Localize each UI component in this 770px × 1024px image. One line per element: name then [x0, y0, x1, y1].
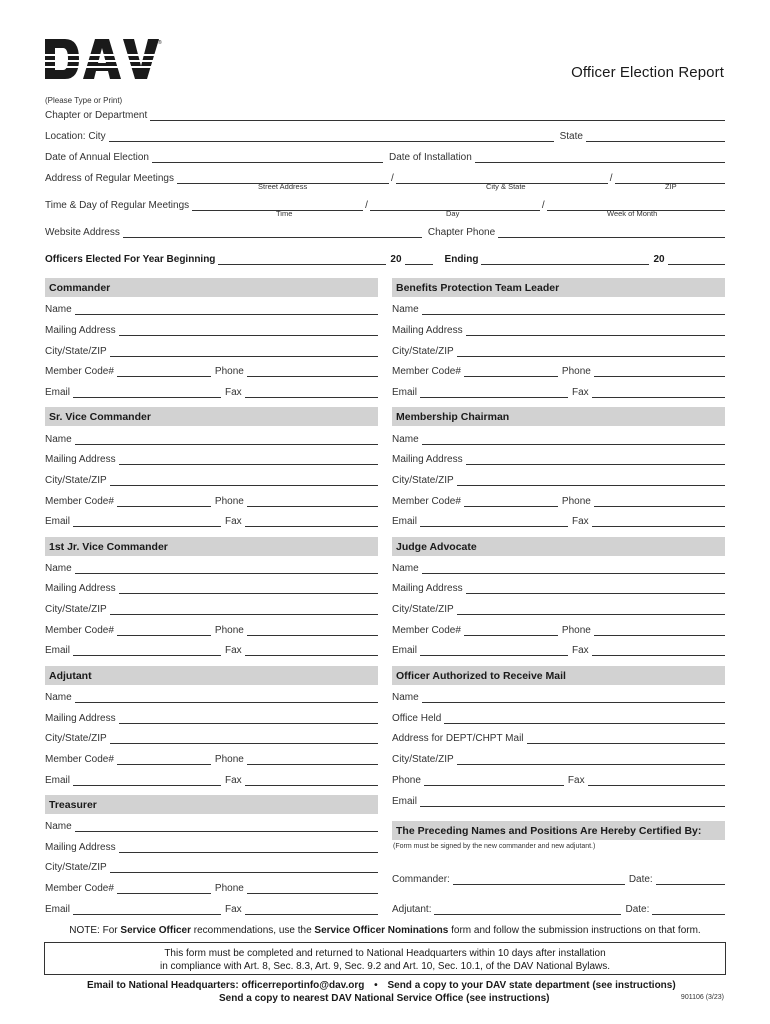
sr-vice-name-row: [45, 431, 378, 445]
mailing-label: Mailing Address: [392, 454, 463, 465]
adjutant-fax-field[interactable]: [245, 775, 378, 786]
treasurer-code-field[interactable]: [117, 883, 211, 894]
city-state-zip-label: City/State/ZIP: [392, 475, 454, 486]
date-label: Date:: [625, 904, 650, 915]
section-commander: Commander: [45, 278, 378, 297]
phone-label: Phone: [214, 883, 244, 894]
meeting-address-label: Address of Regular Meetings: [45, 173, 174, 184]
term-row: [45, 251, 725, 265]
benefits-mailing-row: [392, 322, 725, 336]
commander-city-row: [45, 343, 378, 357]
membership-email-field[interactable]: [420, 516, 568, 527]
zip-sublabel: ZIP: [665, 182, 677, 191]
commander-name-row: [45, 301, 378, 315]
mail-officer-fax-field[interactable]: [588, 775, 725, 786]
email-hq-text: Email to National Headquarters: officerreportinfo@dav.org: [87, 980, 365, 991]
chapter-field[interactable]: [150, 110, 725, 121]
chapter-phone-field[interactable]: [498, 227, 725, 238]
year-beginning-label: Officers Elected For Year Beginning: [45, 254, 216, 265]
benefits-name-row: [392, 301, 725, 315]
fax-label: Fax: [225, 387, 242, 398]
installation-label: Date of Installation: [388, 152, 472, 163]
jr-vice-name-row: [45, 560, 378, 574]
sr-vice-mailing-field[interactable]: [119, 454, 378, 465]
fax-label: Fax: [572, 645, 589, 656]
sr-vice-fax-field[interactable]: [245, 516, 378, 527]
bullet: •: [374, 980, 378, 991]
benefits-email-row: [392, 384, 725, 398]
benefits-email-field[interactable]: [420, 387, 568, 398]
city-state-zip-label: City/State/ZIP: [392, 346, 454, 357]
judge-mailing-row: [392, 580, 725, 594]
chapter-row: [45, 107, 725, 121]
annual-election-field[interactable]: [152, 152, 383, 163]
year-beginning-field[interactable]: [218, 254, 386, 265]
sr-vice-email-row: [45, 513, 378, 527]
certification-heading: The Preceding Names and Positions Are Hereby Certified By:: [392, 821, 725, 840]
footer-email-hq: [87, 980, 676, 991]
benefits-phone-field[interactable]: [594, 366, 725, 377]
email-label: Email: [392, 796, 418, 807]
phone-label: Phone: [392, 775, 421, 786]
treasurer-email-row: [45, 901, 378, 915]
benefits-code-field[interactable]: [464, 366, 558, 377]
membership-phone-field[interactable]: [594, 496, 725, 507]
website-field[interactable]: [123, 227, 422, 238]
judge-mailing-field[interactable]: [466, 583, 725, 594]
service-officer-note: [45, 925, 725, 936]
phone-label: Phone: [214, 754, 244, 765]
compliance-line-1: This form must be completed and returned to National Headquarters within 10 days after installation: [164, 948, 606, 959]
email-label: Email: [45, 645, 71, 656]
adjutant-email-row: [45, 772, 378, 786]
benefits-name-field[interactable]: [422, 304, 725, 315]
judge-code-field[interactable]: [464, 625, 558, 636]
mail-officer-name-field[interactable]: [422, 692, 725, 703]
jr-vice-mailing-row: [45, 580, 378, 594]
adjutant-city-row: [45, 730, 378, 744]
svg-text:®: ®: [158, 40, 162, 46]
commander-mailing-field[interactable]: [119, 325, 378, 336]
membership-mailing-field[interactable]: [466, 454, 725, 465]
mailing-label: Mailing Address: [392, 583, 463, 594]
jr-vice-city-row: [45, 601, 378, 615]
name-label: Name: [392, 692, 419, 703]
judge-phone-field[interactable]: [594, 625, 725, 636]
membership-city-row: [392, 472, 725, 486]
note-nominations: Service Officer Nominations: [314, 925, 449, 936]
sr-vice-email-field[interactable]: [73, 516, 221, 527]
note-service-officer: Service Officer: [120, 925, 192, 936]
jr-vice-code-field[interactable]: [117, 625, 211, 636]
section-authorized-mail: Officer Authorized to Receive Mail: [392, 666, 725, 685]
sr-vice-code-field[interactable]: [117, 496, 211, 507]
compliance-box: [44, 942, 726, 975]
city-state-sublabel: City & State: [486, 182, 526, 191]
email-label: Email: [392, 387, 418, 398]
website-label: Website Address: [45, 227, 120, 238]
name-label: Name: [45, 304, 72, 315]
form-number: 901106 (3/23): [680, 994, 724, 1001]
state-field[interactable]: [586, 131, 725, 142]
membership-name-field[interactable]: [422, 434, 725, 445]
ending-field[interactable]: [481, 254, 649, 265]
dav-logo: [43, 36, 163, 82]
instruction-text: (Please Type or Print): [45, 96, 123, 105]
jr-vice-name-field[interactable]: [75, 563, 378, 574]
membership-mailing-row: [392, 451, 725, 465]
city-state-zip-label: City/State/ZIP: [45, 346, 107, 357]
treasurer-name-field[interactable]: [75, 821, 378, 832]
email-label: Email: [45, 775, 71, 786]
ending-suffix-field[interactable]: [668, 254, 725, 265]
treasurer-mailing-row: [45, 839, 378, 853]
section-judge-advocate: Judge Advocate: [392, 537, 725, 556]
member-code-label: Member Code#: [45, 625, 114, 636]
treasurer-phone-field[interactable]: [247, 883, 378, 894]
commander-name-field[interactable]: [75, 304, 378, 315]
fax-label: Fax: [572, 387, 589, 398]
installation-field[interactable]: [475, 152, 725, 163]
benefits-city-row: [392, 343, 725, 357]
dept-address-row: [392, 730, 725, 744]
office-held-field[interactable]: [444, 713, 725, 724]
year-prefix-2: 20: [653, 254, 665, 265]
fax-label: Fax: [567, 775, 585, 786]
email-label: Email: [45, 516, 71, 527]
name-label: Name: [45, 821, 72, 832]
jr-vice-city-field[interactable]: [110, 604, 378, 615]
phone-label: Phone: [561, 366, 591, 377]
mailing-label: Mailing Address: [45, 325, 116, 336]
commander-phone-field[interactable]: [247, 366, 378, 377]
sr-vice-phone-field[interactable]: [247, 496, 378, 507]
member-code-label: Member Code#: [392, 496, 461, 507]
commander-code-row: [45, 363, 378, 377]
mail-officer-city-field[interactable]: [457, 754, 725, 765]
commander-city-field[interactable]: [110, 346, 378, 357]
judge-name-field[interactable]: [422, 563, 725, 574]
city-state-zip-label: City/State/ZIP: [45, 862, 107, 873]
fax-label: Fax: [225, 645, 242, 656]
judge-email-row: [392, 642, 725, 656]
treasurer-email-field[interactable]: [73, 904, 221, 915]
mailing-label: Mailing Address: [392, 325, 463, 336]
certification-note: (Form must be signed by the new commander and new adjutant.): [393, 843, 596, 850]
jr-vice-mailing-field[interactable]: [119, 583, 378, 594]
adjutant-phone-field[interactable]: [247, 754, 378, 765]
office-held-label: Office Held: [392, 713, 442, 724]
commander-signature-row: [392, 871, 725, 885]
treasurer-code-row: [45, 880, 378, 894]
name-label: Name: [45, 434, 72, 445]
name-label: Name: [392, 304, 419, 315]
membership-email-row: [392, 513, 725, 527]
ending-label: Ending: [444, 254, 479, 265]
street-address-sublabel: Street Address: [258, 182, 308, 191]
city-state-zip-label: City/State/ZIP: [45, 604, 107, 615]
treasurer-city-row: [45, 859, 378, 873]
membership-code-field[interactable]: [464, 496, 558, 507]
adjutant-name-field[interactable]: [75, 692, 378, 703]
jr-vice-fax-field[interactable]: [245, 645, 378, 656]
phone-label: Phone: [214, 496, 244, 507]
day-sublabel: Day: [446, 209, 460, 218]
member-code-label: Member Code#: [45, 883, 114, 894]
section-membership-chairman: Membership Chairman: [392, 407, 725, 426]
section-sr-vice-commander: Sr. Vice Commander: [45, 407, 378, 426]
adjutant-mailing-row: [45, 710, 378, 724]
benefits-fax-field[interactable]: [592, 387, 725, 398]
mailing-label: Mailing Address: [45, 713, 116, 724]
mail-officer-phone-field[interactable]: [424, 775, 564, 786]
judge-fax-field[interactable]: [592, 645, 725, 656]
benefits-code-row: [392, 363, 725, 377]
fax-label: Fax: [225, 904, 242, 915]
mail-officer-phone-row: [392, 772, 725, 786]
judge-name-row: [392, 560, 725, 574]
dates-row: [45, 149, 725, 163]
chapter-label: Chapter or Department: [45, 110, 148, 121]
dept-address-field[interactable]: [527, 733, 725, 744]
member-code-label: Member Code#: [45, 496, 114, 507]
section-treasurer: Treasurer: [45, 795, 378, 814]
annual-election-label: Date of Annual Election: [45, 152, 149, 163]
mail-officer-email-row: [392, 793, 725, 807]
commander-signature-label: Commander:: [392, 874, 450, 885]
commander-fax-field[interactable]: [245, 387, 378, 398]
note-prefix: NOTE: For: [69, 925, 121, 936]
membership-fax-field[interactable]: [592, 516, 725, 527]
week-sublabel: Week of Month: [607, 209, 658, 218]
year-prefix-1: 20: [390, 254, 402, 265]
commander-code-field[interactable]: [117, 366, 211, 377]
jr-vice-email-field[interactable]: [73, 645, 221, 656]
name-label: Name: [45, 692, 72, 703]
chapter-phone-label: Chapter Phone: [427, 227, 496, 238]
phone-label: Phone: [561, 496, 591, 507]
treasurer-name-row: [45, 818, 378, 832]
phone-label: Phone: [214, 625, 244, 636]
compliance-line-2: in compliance with Art. 8, Sec. 8.3, Art. 9, Sec. 9.2 and Art. 10, Sec. 10.1, of the DAV National Bylaws.: [159, 961, 611, 972]
mailing-label: Mailing Address: [45, 842, 116, 853]
adjutant-signature-label: Adjutant:: [392, 904, 432, 915]
city-state-zip-label: City/State/ZIP: [392, 754, 454, 765]
mailing-label: Mailing Address: [45, 454, 116, 465]
membership-city-field[interactable]: [457, 475, 725, 486]
member-code-label: Member Code#: [392, 625, 461, 636]
adjutant-code-row: [45, 751, 378, 765]
member-code-label: Member Code#: [45, 366, 114, 377]
fax-label: Fax: [572, 516, 589, 527]
sr-vice-name-field[interactable]: [75, 434, 378, 445]
treasurer-fax-field[interactable]: [245, 904, 378, 915]
benefits-city-field[interactable]: [457, 346, 725, 357]
adjutant-signature-field[interactable]: [434, 904, 621, 915]
mail-officer-city-row: [392, 751, 725, 765]
dept-address-label: Address for DEPT/CHPT Mail: [392, 733, 524, 744]
city-state-zip-label: City/State/ZIP: [392, 604, 454, 615]
sr-vice-city-row: [45, 472, 378, 486]
name-label: Name: [392, 563, 419, 574]
fax-label: Fax: [225, 516, 242, 527]
commander-email-field[interactable]: [73, 387, 221, 398]
city-state-zip-label: City/State/ZIP: [45, 475, 107, 486]
email-label: Email: [45, 904, 71, 915]
date-label: Date:: [628, 874, 653, 885]
phone-label: Phone: [561, 625, 591, 636]
page-title: Officer Election Report: [571, 64, 724, 81]
adjutant-name-row: [45, 689, 378, 703]
treasurer-mailing-field[interactable]: [119, 842, 378, 853]
jr-vice-email-row: [45, 642, 378, 656]
website-row: [45, 224, 725, 238]
adjutant-date-field[interactable]: [652, 904, 725, 915]
time-sublabel: Time: [276, 209, 293, 218]
city-field[interactable]: [109, 131, 554, 142]
section-adjutant: Adjutant: [45, 666, 378, 685]
sr-vice-mailing-row: [45, 451, 378, 465]
note-suffix: form and follow the submission instructions on that form.: [448, 925, 701, 936]
email-label: Email: [392, 645, 418, 656]
year-beginning-suffix-field[interactable]: [405, 254, 433, 265]
name-label: Name: [45, 563, 72, 574]
adjutant-email-field[interactable]: [73, 775, 221, 786]
mail-officer-name-row: [392, 689, 725, 703]
member-code-label: Member Code#: [45, 754, 114, 765]
judge-code-row: [392, 622, 725, 636]
adjutant-code-field[interactable]: [117, 754, 211, 765]
commander-mailing-row: [45, 322, 378, 336]
fax-label: Fax: [225, 775, 242, 786]
judge-email-field[interactable]: [420, 645, 568, 656]
location-row: [45, 128, 725, 142]
mail-officer-email-field[interactable]: [420, 796, 725, 807]
benefits-mailing-field[interactable]: [466, 325, 725, 336]
commander-email-row: [45, 384, 378, 398]
adjutant-mailing-field[interactable]: [119, 713, 378, 724]
city-state-zip-label: City/State/ZIP: [45, 733, 107, 744]
email-label: Email: [392, 516, 418, 527]
judge-city-row: [392, 601, 725, 615]
section-benefits-protection: Benefits Protection Team Leader: [392, 278, 725, 297]
phone-label: Phone: [214, 366, 244, 377]
adjutant-signature-row: [392, 901, 725, 915]
commander-date-field[interactable]: [656, 874, 725, 885]
state-label: State: [559, 131, 583, 142]
treasurer-city-field[interactable]: [110, 862, 378, 873]
sr-vice-city-field[interactable]: [110, 475, 378, 486]
note-middle: recommendations, use the: [191, 925, 315, 936]
name-label: Name: [392, 434, 419, 445]
section-jr-vice-commander: 1st Jr. Vice Commander: [45, 537, 378, 556]
state-dept-text: Send a copy to your DAV state department (see instructions): [387, 980, 676, 991]
judge-city-field[interactable]: [457, 604, 725, 615]
meeting-address-row: Address of Regular Meetings / /: [45, 170, 725, 184]
member-code-label: Member Code#: [392, 366, 461, 377]
membership-name-row: [392, 431, 725, 445]
email-label: Email: [45, 387, 71, 398]
commander-signature-field[interactable]: [453, 874, 625, 885]
sr-vice-code-row: [45, 493, 378, 507]
jr-vice-phone-field[interactable]: [247, 625, 378, 636]
city-label: Location: City: [45, 131, 106, 142]
footer-nso: Send a copy to nearest DAV National Service Office (see instructions): [219, 993, 550, 1004]
office-held-row: [392, 710, 725, 724]
adjutant-city-field[interactable]: [110, 733, 378, 744]
meeting-time-row: Time & Day of Regular Meetings / /: [45, 197, 725, 211]
mailing-label: Mailing Address: [45, 583, 116, 594]
membership-code-row: [392, 493, 725, 507]
meeting-time-label: Time & Day of Regular Meetings: [45, 200, 190, 211]
jr-vice-code-row: [45, 622, 378, 636]
